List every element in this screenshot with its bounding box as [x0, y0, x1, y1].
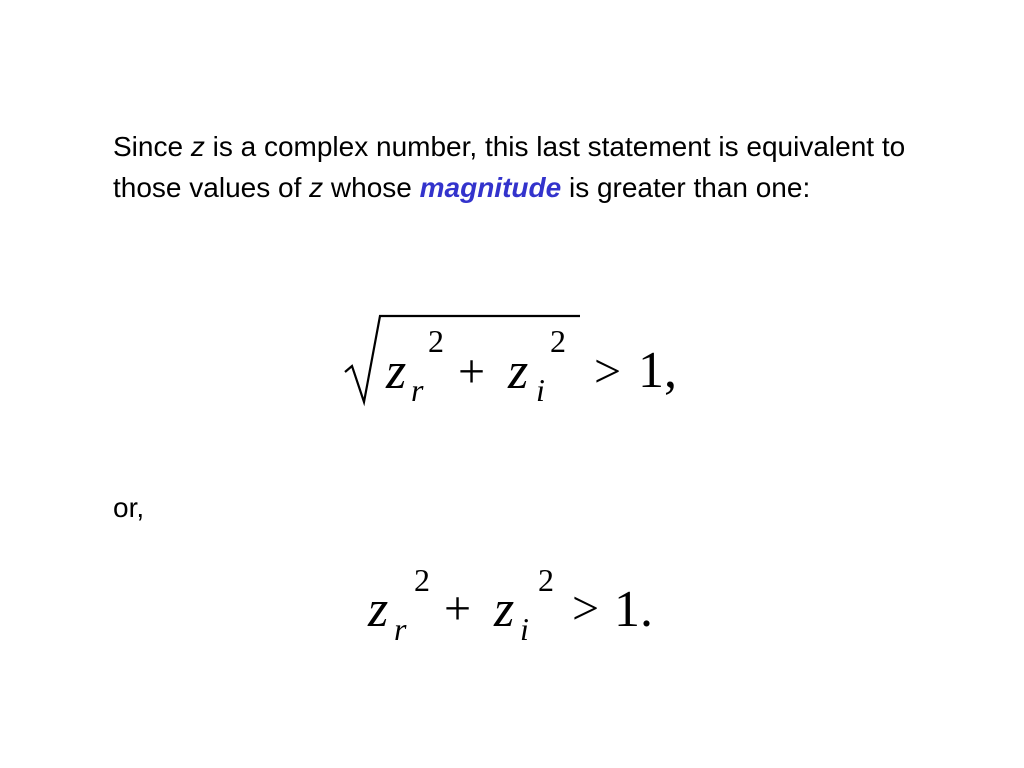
eq1-z-i-exp: 2	[550, 323, 566, 359]
eq1-z-r-sub: r	[411, 372, 424, 408]
eq1-greater-than: >	[594, 345, 622, 398]
variable-z: z	[190, 131, 205, 162]
eq1-z-r-exp: 2	[428, 323, 444, 359]
eq2-z-r-base: z	[368, 581, 389, 638]
eq1-z-i-sub: i	[536, 372, 545, 408]
eq2-z-i-sub: i	[520, 611, 529, 647]
eq1-z-i-base: z	[508, 343, 529, 400]
eq2-rhs: 1.	[614, 581, 653, 638]
radical-sign	[345, 316, 580, 402]
emphasis-magnitude: magnitude	[419, 172, 562, 203]
eq2-z-i-exp: 2	[538, 562, 554, 598]
intro-text-3: whose	[323, 172, 420, 203]
eq2-z-i-base: z	[494, 581, 515, 638]
eq2-z-r-sub: r	[394, 611, 407, 647]
intro-text-4: is greater than one:	[561, 172, 811, 203]
eq1-plus: +	[458, 345, 486, 398]
eq2-plus: +	[444, 582, 472, 635]
eq1-rhs: 1,	[638, 342, 677, 399]
eq2-greater-than: >	[572, 582, 600, 635]
intro-text-1: Since	[113, 131, 191, 162]
intro-text-2: is a complex number, this last statement is equivalent to those values of	[113, 131, 906, 203]
eq2-z-r-exp: 2	[414, 562, 430, 598]
eq1-z-r-base: z	[386, 343, 407, 400]
intro-paragraph	[113, 126, 933, 208]
or-label: or,	[113, 492, 145, 523]
variable-z: z	[309, 172, 324, 203]
